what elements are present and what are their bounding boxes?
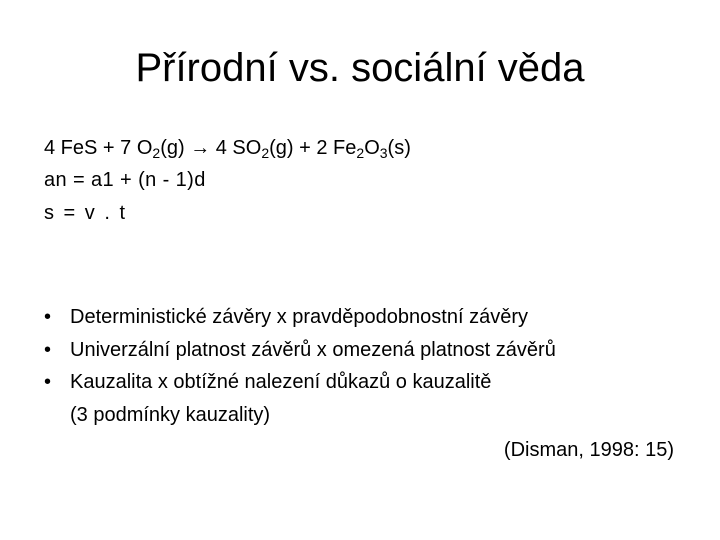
velocity-formula: s = v . t [44,202,128,224]
bullet-icon: • [44,306,52,328]
subscript: 3 [379,145,388,161]
chemical-equation [44,136,411,160]
bullet-item [44,301,556,334]
slide-title: Přírodní vs. sociální věda [135,46,585,90]
bullet-text: Kauzalita x obtížné nalezení důkazů o kauzalitě [70,371,492,393]
bullet-item [44,366,556,399]
subscript: 2 [356,145,365,161]
bullet-continuation: (3 podmínky kauzality) [70,403,271,426]
bullet-list [44,301,556,431]
bullet-icon: • [44,338,52,361]
citation: (Disman, 1998: 15) [503,439,674,461]
equation-text: O [364,137,380,159]
bullet-item [44,334,556,367]
bullet-icon: • [44,371,52,393]
arithmetic-sequence-formula: an = a1 + (n - 1)d [44,169,206,191]
equation-text: (g) → 4 SO [160,137,262,159]
equation-text: (s) [387,137,411,159]
bullet-text: Univerzální platnost závěrů x omezená platnost závěrů [70,338,556,361]
subscript: 2 [261,145,270,161]
equation-text: 4 FeS + 7 O [44,137,153,159]
bullet-text: Deterministické závěry x pravděpodobnostní závěry [70,306,528,328]
subscript: 2 [152,145,161,161]
equation-text: (g) + 2 Fe [269,137,357,159]
